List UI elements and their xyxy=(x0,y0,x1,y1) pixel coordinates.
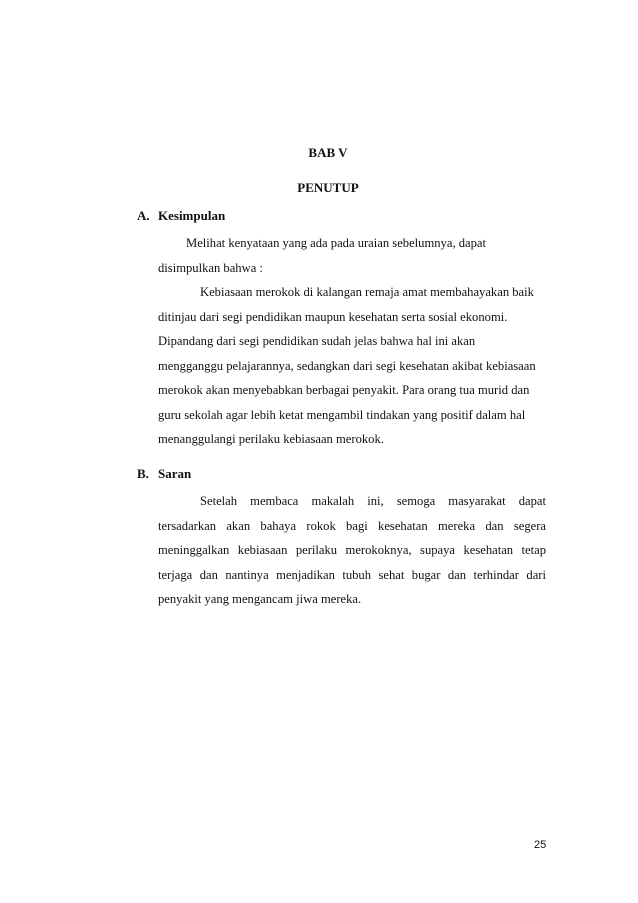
section-marker: A. xyxy=(137,208,150,223)
chapter-number: BAB V xyxy=(308,145,348,160)
text-line: disimpulkan bahwa : xyxy=(158,260,263,275)
paragraph xyxy=(158,280,546,452)
text-line: terjaga dan nantinya menjadikan tubuh sehat bugar dan terhindar dari xyxy=(158,567,546,582)
section-heading-saran xyxy=(137,466,191,482)
text-line: Kebiasaan merokok di kalangan remaja amat membahayakan baik xyxy=(200,285,534,299)
text-line: Melihat kenyataan yang ada pada uraian sebelumnya, dapat xyxy=(186,236,487,250)
text-line: guru sekolah agar lebih ketat mengambil tindakan yang positif dalam hal xyxy=(158,407,526,422)
section-title: Kesimpulan xyxy=(158,208,226,223)
section-heading-kesimpulan xyxy=(137,208,225,224)
text-line: Setelah membaca makalah ini, semoga masyarakat dapat xyxy=(200,494,546,508)
page-number: 25 xyxy=(534,839,547,851)
section-marker: B. xyxy=(137,466,149,481)
text-line: Dipandang dari segi pendidikan sudah jelas bahwa hal ini akan xyxy=(158,334,476,348)
text-line: menanggulangi perilaku kebiasaan merokok. xyxy=(158,432,384,446)
text-line: ditinjau dari segi pendidikan maupun kesehatan serta sosial ekonomi. xyxy=(158,309,508,324)
text-line: penyakit yang mengancam jiwa mereka. xyxy=(158,592,362,606)
section-title: Saran xyxy=(158,466,192,481)
chapter-title: PENUTUP xyxy=(297,180,359,195)
text-line: mengganggu pelajarannya, sedangkan dari segi kesehatan akibat kebiasaan xyxy=(158,358,536,373)
paragraph xyxy=(158,231,546,280)
text-line: meninggalkan kebiasaan perilaku merokoknya, supaya kesehatan tetap xyxy=(158,543,546,557)
paragraph xyxy=(158,489,546,612)
text-line: tersadarkan akan bahaya rokok bagi kesehatan mereka dan segera xyxy=(158,518,546,533)
text-line: merokok akan menyebabkan berbagai penyakit. Para orang tua murid dan xyxy=(158,383,530,397)
